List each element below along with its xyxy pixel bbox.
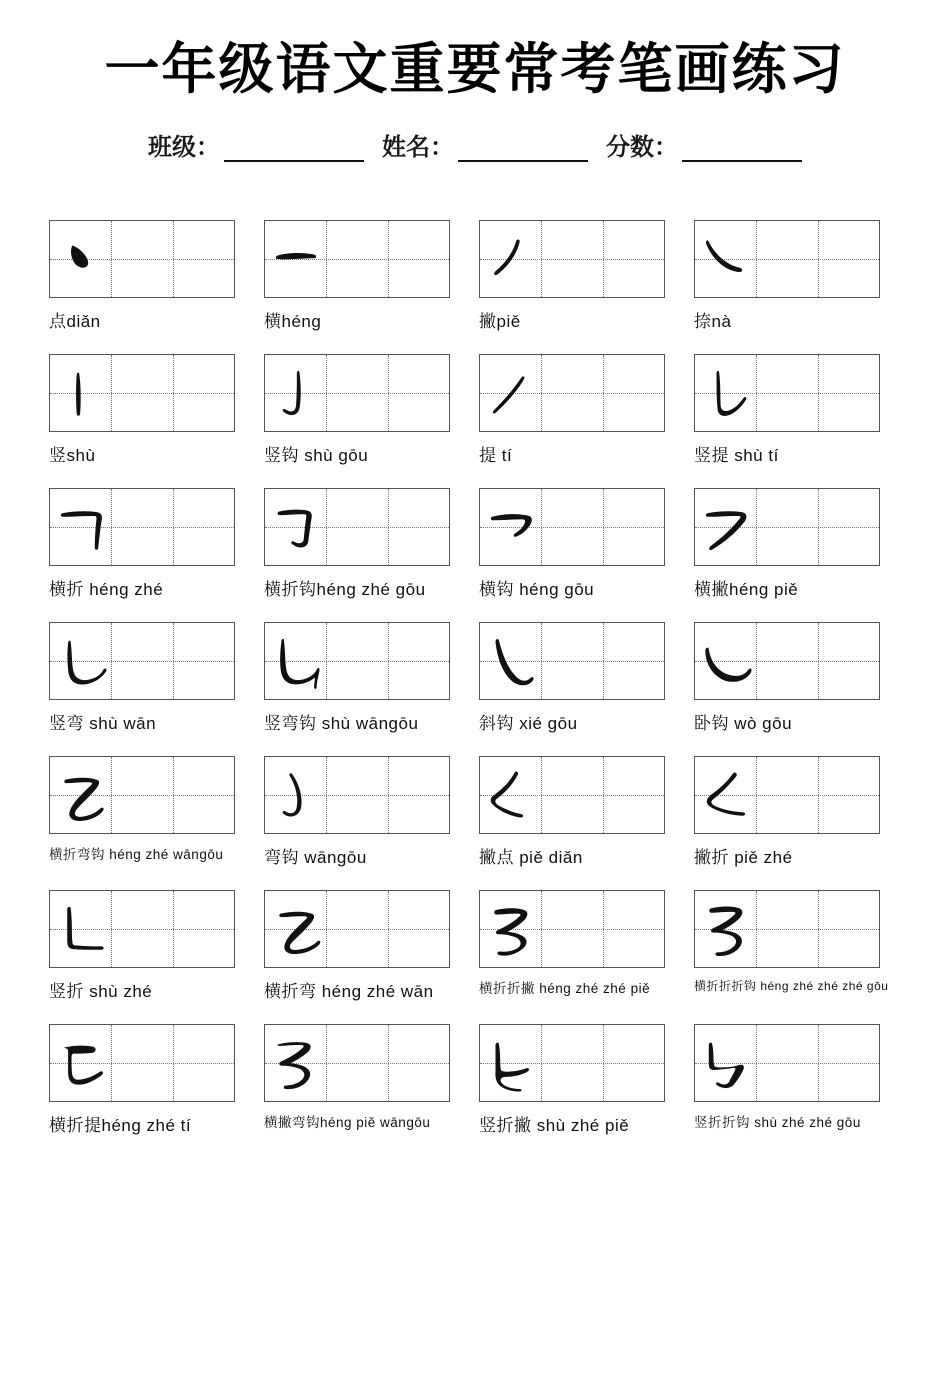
stroke-glyph-shugou [265,355,327,433]
class-label: 班级： [148,134,220,161]
name-label: 姓名： [382,134,454,161]
page-title: 一年级语文重要常考笔画练习 [104,39,846,100]
tianzige-box[interactable] [479,890,665,968]
stroke-cell [260,354,475,466]
stroke-glyph-hengzhewangou [50,757,112,835]
stroke-glyph-dian [50,221,112,299]
stroke-caption: 竖钩 shù gōu [264,445,369,465]
stroke-cell [260,488,475,600]
stroke-caption: 横折弯 héng zhé wān [264,981,434,1001]
stroke-cell [45,890,260,1002]
stroke-practice-grid [45,220,905,1136]
stroke-caption: 横折 héng zhé [49,579,164,599]
stroke-caption: 横héng [264,311,322,331]
stroke-cell [260,756,475,868]
stroke-glyph-piedian [480,757,542,835]
score-field [606,127,802,162]
class-input[interactable] [224,138,364,162]
tianzige-box[interactable] [49,890,235,968]
tianzige-box[interactable] [264,890,450,968]
name-field [382,127,606,162]
tianzige-box[interactable] [49,220,235,298]
tianzige-box[interactable] [264,220,450,298]
tianzige-box[interactable] [479,488,665,566]
stroke-caption: 撇piě [479,311,521,331]
stroke-cell [690,1024,905,1136]
tianzige-box[interactable] [694,220,880,298]
stroke-cell [475,354,690,466]
stroke-caption: 撇折 piě zhé [694,847,793,867]
stroke-caption: 竖弯 shù wān [49,713,157,733]
stroke-caption: 横折折撇 héng zhé zhé piě [479,980,651,996]
tianzige-box[interactable] [479,220,665,298]
stroke-caption: 竖弯钩 shù wāngōu [264,713,419,733]
score-label: 分数： [606,134,678,161]
stroke-cell [475,220,690,332]
stroke-caption: 横折折折钩 héng zhé zhé zhé gōu [694,978,889,993]
stroke-glyph-wangou [265,757,327,835]
tianzige-box[interactable] [694,1024,880,1102]
tianzige-box[interactable] [49,756,235,834]
stroke-caption: 斜钩 xié gōu [479,713,578,733]
stroke-glyph-xiegou [480,623,542,701]
stroke-cell [475,488,690,600]
stroke-glyph-hengzhezhepie [480,891,542,969]
worksheet-page [0,40,950,1385]
stroke-glyph-shuzhe [50,891,112,969]
tianzige-box[interactable] [49,622,235,700]
name-input[interactable] [458,138,588,162]
tianzige-box[interactable] [694,756,880,834]
stroke-cell [260,622,475,734]
stroke-glyph-hengzhegou [265,489,327,567]
stroke-glyph-pie [480,221,542,299]
stroke-cell [690,354,905,466]
stroke-glyph-henggou [480,489,542,567]
stroke-glyph-hengzhezhezhegou [695,891,757,969]
stroke-caption: 捺nà [694,311,732,331]
stroke-caption: 横折钩héng zhé gōu [264,579,426,599]
stroke-caption: 横折提héng zhé tí [49,1115,192,1135]
stroke-caption: 竖折折钩 shù zhé zhé gōu [694,1114,861,1130]
stroke-caption: 竖shù [49,445,96,465]
tianzige-box[interactable] [479,354,665,432]
stroke-glyph-ti [480,355,542,433]
tianzige-box[interactable] [694,488,880,566]
stroke-glyph-shuwangou [265,623,327,701]
stroke-cell [45,756,260,868]
stroke-cell [45,220,260,332]
stroke-cell [690,890,905,1002]
stroke-glyph-hengpiewangou [265,1025,327,1103]
stroke-caption: 横撇héng piě [694,579,799,599]
stroke-glyph-shu [50,355,112,433]
stroke-cell [45,1024,260,1136]
stroke-caption: 竖提 shù tí [694,445,779,465]
stroke-caption: 撇点 piě diǎn [479,847,583,867]
stroke-caption: 提 tí [479,445,513,465]
stroke-glyph-wogou [695,623,757,701]
stroke-glyph-hengzheti [50,1025,112,1103]
stroke-cell [260,220,475,332]
stroke-cell [475,756,690,868]
student-info-row [0,127,950,162]
stroke-glyph-heng [265,221,327,299]
tianzige-box[interactable] [49,488,235,566]
stroke-caption: 点diǎn [49,311,101,331]
stroke-glyph-shuti [695,355,757,433]
stroke-glyph-piezhe [695,757,757,835]
stroke-caption: 竖折撇 shù zhé piě [479,1115,630,1135]
tianzige-box[interactable] [264,622,450,700]
stroke-caption: 横撇弯钩héng piě wāngōu [264,1114,431,1130]
stroke-cell [690,622,905,734]
stroke-glyph-shuwan [50,623,112,701]
score-input[interactable] [682,138,802,162]
tianzige-box[interactable] [49,1024,235,1102]
stroke-cell [690,488,905,600]
stroke-cell [690,756,905,868]
stroke-glyph-na [695,221,757,299]
stroke-cell [475,1024,690,1136]
stroke-caption: 卧钩 wò gōu [694,713,793,733]
tianzige-box[interactable] [479,1024,665,1102]
tianzige-box[interactable] [49,354,235,432]
tianzige-box[interactable] [694,622,880,700]
stroke-cell [475,890,690,1002]
stroke-cell [690,220,905,332]
tianzige-box[interactable] [264,1024,450,1102]
stroke-glyph-shuzhepie [480,1025,542,1103]
stroke-caption: 横折弯钩 héng zhé wāngōu [49,846,224,862]
tianzige-box[interactable] [694,354,880,432]
stroke-glyph-hengzhewan [265,891,327,969]
stroke-caption: 横钩 héng gōu [479,579,595,599]
stroke-cell [45,354,260,466]
tianzige-box[interactable] [479,756,665,834]
stroke-cell [260,890,475,1002]
stroke-glyph-hengzhe [50,489,112,567]
stroke-cell [260,1024,475,1136]
stroke-cell [45,488,260,600]
stroke-caption: 竖折 shù zhé [49,981,153,1001]
tianzige-box[interactable] [479,622,665,700]
stroke-glyph-hengpie [695,489,757,567]
tianzige-box[interactable] [694,890,880,968]
class-field [148,127,382,162]
stroke-cell [475,622,690,734]
tianzige-box[interactable] [264,488,450,566]
tianzige-box[interactable] [264,354,450,432]
stroke-caption: 弯钩 wāngōu [264,847,367,867]
stroke-cell [45,622,260,734]
stroke-glyph-shuzhezhegou [695,1025,757,1103]
tianzige-box[interactable] [264,756,450,834]
